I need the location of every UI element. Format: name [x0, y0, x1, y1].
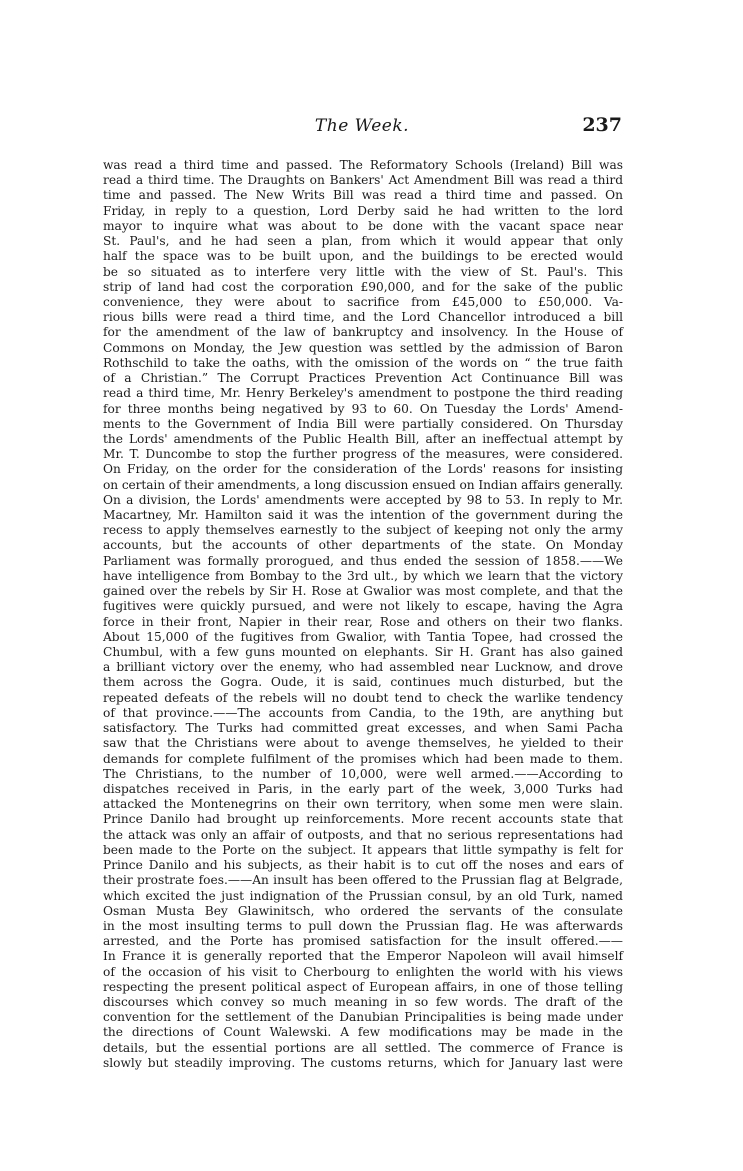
text-line: Friday, in reply to a question, Lord Derby said he had written to the lord — [103, 203, 623, 218]
text-line: force in their front, Napier in their rear, Rose and others on their two flanks. — [103, 614, 623, 629]
text-line: for the amendment of the law of bankruptcy and insolvency. In the House of — [103, 325, 623, 340]
text-line: the directions of Count Walewski. A few modifications may be made in the — [103, 1025, 623, 1040]
text-line: discourses which convey so much meaning in so few words. The draft of the — [103, 995, 623, 1010]
text-line: half the space was to be built upon, and the buildings to be erected would — [103, 249, 623, 264]
text-line: was read a third time and passed. The Reformatory Schools (Ireland) Bill was — [103, 158, 623, 172]
text-line: their prostrate foes.——An insult has been offered to the Prussian flag at Belgrade, — [103, 873, 623, 888]
text-line: of the occasion of his visit to Cherbourg to enlighten the world with his views — [103, 964, 623, 979]
text-line: recess to apply themselves earnestly to the subject of keeping not only the army — [103, 523, 623, 538]
text-line: the Lords' amendments of the Public Health Bill, after an ineffectual attempt by — [103, 431, 623, 446]
running-title: The Week. — [314, 116, 410, 136]
text-line: saw that the Christians were about to avenge themselves, he yielded to their — [103, 736, 623, 751]
text-line: of a Christian.” The Corrupt Practices Prevention Act Continuance Bill was — [103, 371, 623, 386]
text-line: accounts, but the accounts of other departments of the state. On Monday — [103, 538, 623, 553]
text-line: Parliament was formally prorogued, and thus ended the session of 1858.——We — [103, 553, 623, 568]
body-text — [103, 158, 623, 1071]
text-line: fugitives were quickly pursued, and were not likely to escape, having the Agra — [103, 599, 623, 614]
text-line: read a third time. The Draughts on Bankers' Act Amendment Bill was read a third — [103, 173, 623, 188]
text-line: in the most insulting terms to pull down the Prussian flag. He was afterwards — [103, 918, 623, 933]
text-line: read a third time, Mr. Henry Berkeley's amendment to postpone the third reading — [103, 386, 623, 401]
text-line: Commons on Monday, the Jew question was settled by the admission of Baron — [103, 340, 623, 355]
text-line: satisfactory. The Turks had committed great excesses, and when Sami Pacha — [103, 721, 623, 736]
text-line: St. Paul's, and he had seen a plan, from which it would appear that only — [103, 234, 623, 249]
text-line: ments to the Government of India Bill were partially considered. On Thursday — [103, 416, 623, 431]
text-line: The Christians, to the number of 10,000, were well armed.——According to — [103, 766, 623, 781]
text-line: In France it is generally reported that the Emperor Napoleon will avail himself — [103, 949, 623, 964]
running-head — [102, 116, 622, 140]
page-number: 237 — [582, 114, 622, 136]
text-line: details, but the essential portions are all settled. The commerce of France is — [103, 1040, 623, 1055]
text-line: have intelligence from Bombay to the 3rd ult., by which we learn that the victory — [103, 568, 623, 583]
text-line: rious bills were read a third time, and the Lord Chancellor introduced a bill — [103, 310, 623, 325]
text-line: Chumbul, with a few guns mounted on elephants. Sir H. Grant has also gained — [103, 645, 623, 659]
text-line: Mr. T. Duncombe to stop the further progress of the measures, were considered. — [103, 447, 623, 462]
text-line: Prince Danilo and his subjects, as their habit is to cut off the noses and ears of — [103, 858, 623, 873]
text-line: Osman Musta Bey Glawinitsch, who ordered the servants of the consulate — [103, 903, 623, 918]
text-line: respecting the present political aspect of European affairs, in one of those telling — [103, 979, 623, 994]
text-line: which excited the just indignation of the Prussian consul, by an old Turk, named — [103, 888, 623, 903]
text-line: dispatches received in Paris, in the early part of the week, 3,000 Turks had — [103, 781, 623, 796]
text-line: On a division, the Lords' amendments were accepted by 98 to 53. In reply to Mr. — [103, 492, 623, 507]
text-line: them across the Gogra. Oude, it is said, continues much disturbed, but the — [103, 675, 623, 690]
text-line: convention for the settlement of the Danubian Principalities is being made under — [103, 1010, 623, 1025]
text-line: been made to the Porte on the subject. It appears that little sympathy is felt for — [103, 842, 623, 857]
text-line: arrested, and the Porte has promised satisfaction for the insult offered.—— — [103, 934, 623, 949]
text-line: repeated defeats of the rebels will no doubt tend to check the warlike tendency — [103, 690, 623, 705]
text-line: strip of land had cost the corporation £90,000, and for the sake of the public — [103, 279, 623, 294]
text-line: gained over the rebels by Sir H. Rose at Gwalior was most complete, and that the — [103, 584, 623, 599]
text-line: the attack was only an affair of outposts, and that no serious representations had — [103, 827, 623, 842]
text-line: Prince Danilo had brought up reinforcements. More recent accounts state that — [103, 812, 623, 827]
text-line: slowly but steadily improving. The customs returns, which for January last were — [103, 1055, 623, 1070]
text-line: time and passed. The New Writs Bill was read a third time and passed. On — [103, 188, 623, 203]
text-line: convenience, they were about to sacrifice from £45,000 to £50,000. Va- — [103, 294, 623, 309]
text-line: for three months being negatived by 93 to 60. On Tuesday the Lords' Amend- — [103, 401, 623, 416]
text-line: Macartney, Mr. Hamilton said it was the intention of the government during the — [103, 508, 623, 523]
text-line: On Friday, on the order for the consideration of the Lords' reasons for insisting — [103, 462, 623, 477]
text-line: a brilliant victory over the enemy, who had assembled near Lucknow, and drove — [103, 660, 623, 675]
text-line: demands for complete fulfilment of the promises which had been made to them. — [103, 751, 623, 766]
text-line: on certain of their amendments, a long discussion ensued on Indian affairs generally. — [103, 477, 624, 492]
text-line: attacked the Montenegrins on their own territory, when some men were slain. — [103, 797, 623, 812]
text-line: About 15,000 of the fugitives from Gwalior, with Tantia Topee, had crossed the — [103, 629, 623, 644]
text-line: of that province.——The accounts from Candia, to the 19th, are anything but — [103, 705, 623, 720]
text-line: mayor to inquire what was about to be done with the vacant space near — [103, 218, 623, 233]
text-line: be so situated as to interfere very little with the view of St. Paul's. This — [103, 264, 623, 279]
text-line: Rothschild to take the oaths, with the omission of the words on “ the true faith — [103, 355, 623, 370]
